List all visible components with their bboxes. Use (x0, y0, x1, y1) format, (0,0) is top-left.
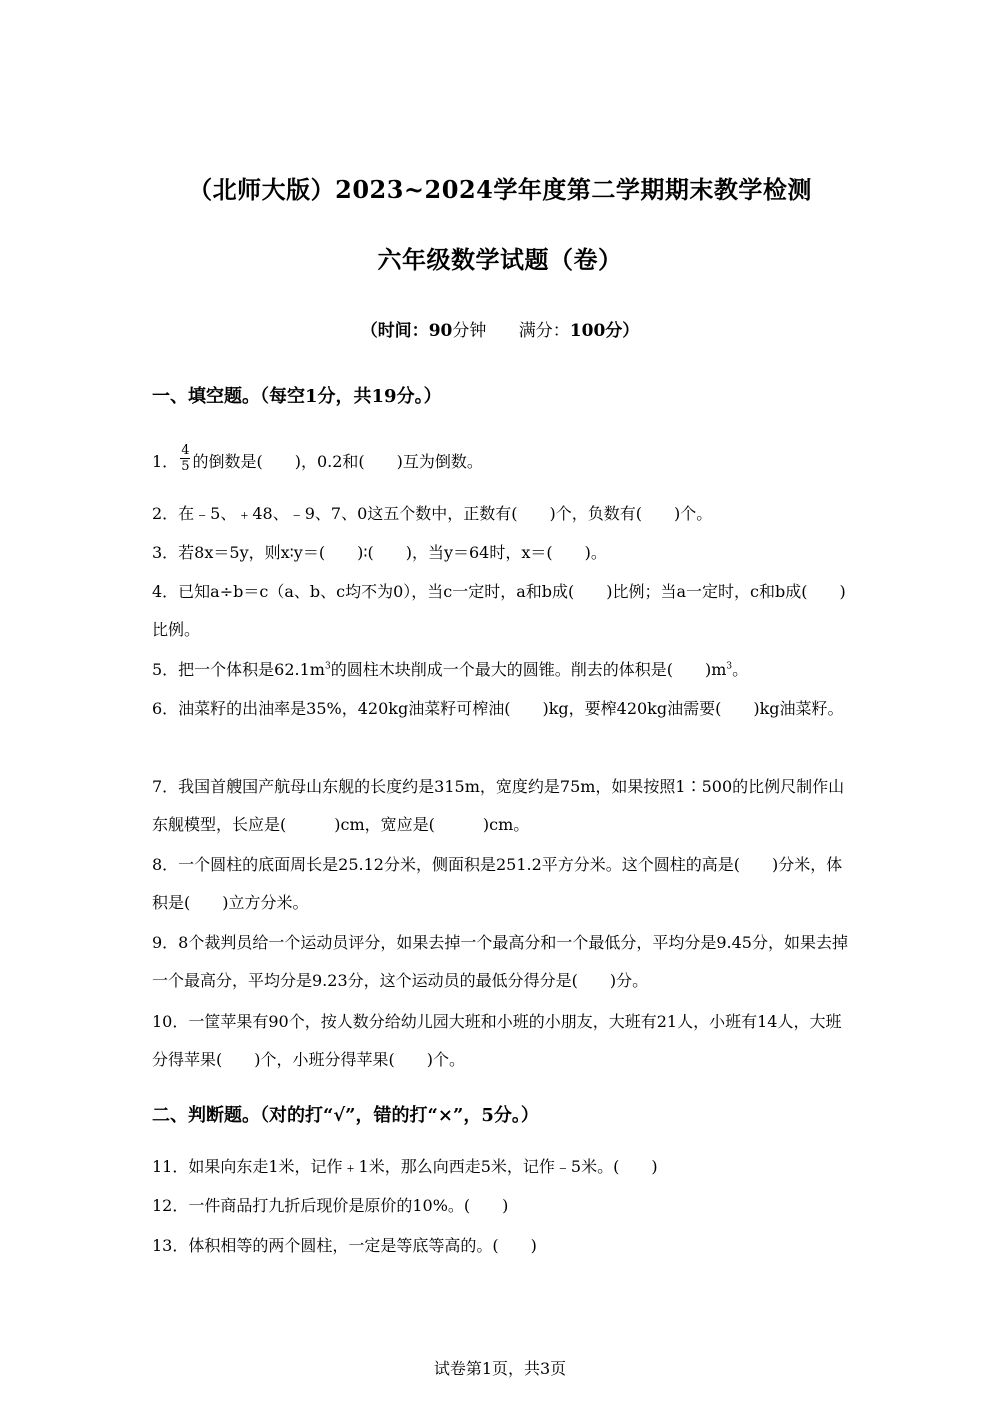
page-footer: 试卷第1页，共3页 (433, 1359, 567, 1378)
question-8: 8．一个圆柱的底面周长是25.12分米，侧面积是251.2平方分米。这个圆柱的高是( )分米，体积是( )立方分米。 (152, 855, 843, 912)
question-5-part-1: 5．把一个体积是62.1m (152, 660, 325, 679)
section-1-heading: 一、填空题。（每空1分，共19分。） (152, 386, 442, 407)
superscript-3: 3 (726, 661, 733, 672)
question-3: 3．若8x＝5y，则x∶y＝( )∶( )，当y＝64时，x＝( )。 (152, 543, 607, 562)
time-unit: 分钟 (452, 321, 487, 341)
question-13: 13．体积相等的两个圆柱，一定是等底等高的。( ) (152, 1236, 537, 1255)
question-12: 12．一件商品打九折后现价是原价的10%。( ) (152, 1196, 509, 1215)
score-value: 100 (569, 321, 606, 341)
time-label: 时间： (377, 321, 429, 341)
question-1-text: 的倒数是( )，0.2和( )互为倒数。 (192, 452, 483, 471)
title-line-1: （北师大版）2023~2024学年度第二学期期末教学检测 (188, 175, 812, 204)
question-4: 4．已知a÷b＝c（a、b、c均不为0），当c一定时，a和b成( )比例；当a一定时，c和b成( )比例。 (152, 582, 846, 639)
fraction (180, 443, 190, 474)
score-unit: 分 (605, 321, 623, 341)
question-10: 10．一筐苹果有90个，按人数分给幼儿园大班和小班的小朋友，大班有21人，小班有14人，大班分得苹果( )个，小班分得苹果( )个。 (152, 1012, 842, 1069)
question-7: 7．我国首艘国产航母山东舰的长度约是315m，宽度约是75m，如果按照1∶500的比例尺制作山东舰模型，长应是( )cm，宽应是( )cm。 (152, 777, 845, 834)
score-label: 满分： (518, 321, 570, 341)
question-9: 9．8个裁判员给一个运动员评分，如果去掉一个最高分和一个最低分，平均分是9.45分，如果去掉一个最高分，平均分是9.23分，这个运动员的最低分得分是( )分。 (152, 933, 848, 990)
question-2: 2．在﹣5、﹢48、﹣9、7、0这五个数中，正数有( )个，负数有( )个。 (152, 504, 713, 523)
question-5-part-3: 。 (732, 660, 749, 679)
question-1 (152, 443, 852, 481)
question-5 (152, 651, 852, 689)
question-5-part-2: 的圆柱木块削成一个最大的圆锥。削去的体积是( )m (330, 660, 727, 679)
exam-info-close: ） (622, 321, 640, 341)
superscript-3: 3 (324, 661, 331, 672)
question-11: 11．如果向东走1米，记作﹢1米，那么向西走5米，记作﹣5米。( ) (152, 1157, 658, 1176)
exam-info (0, 316, 1000, 341)
fraction-numerator: 4 (181, 443, 190, 458)
question-6: 6．油菜籽的出油率是35%，420kg油菜籽可榨油( )kg，要榨420kg油需要( )kg油菜籽。 (152, 699, 844, 718)
title-line-2: 六年级数学试题（卷） (377, 245, 623, 274)
time-value: 90 (428, 321, 453, 341)
exam-info-open: （ (360, 321, 378, 341)
fraction-denominator: 5 (181, 459, 190, 474)
section-2-heading: 二、判断题。（对的打“√”，错的打“×”，5分。） (152, 1105, 539, 1126)
question-1-number: 1． (152, 452, 179, 471)
